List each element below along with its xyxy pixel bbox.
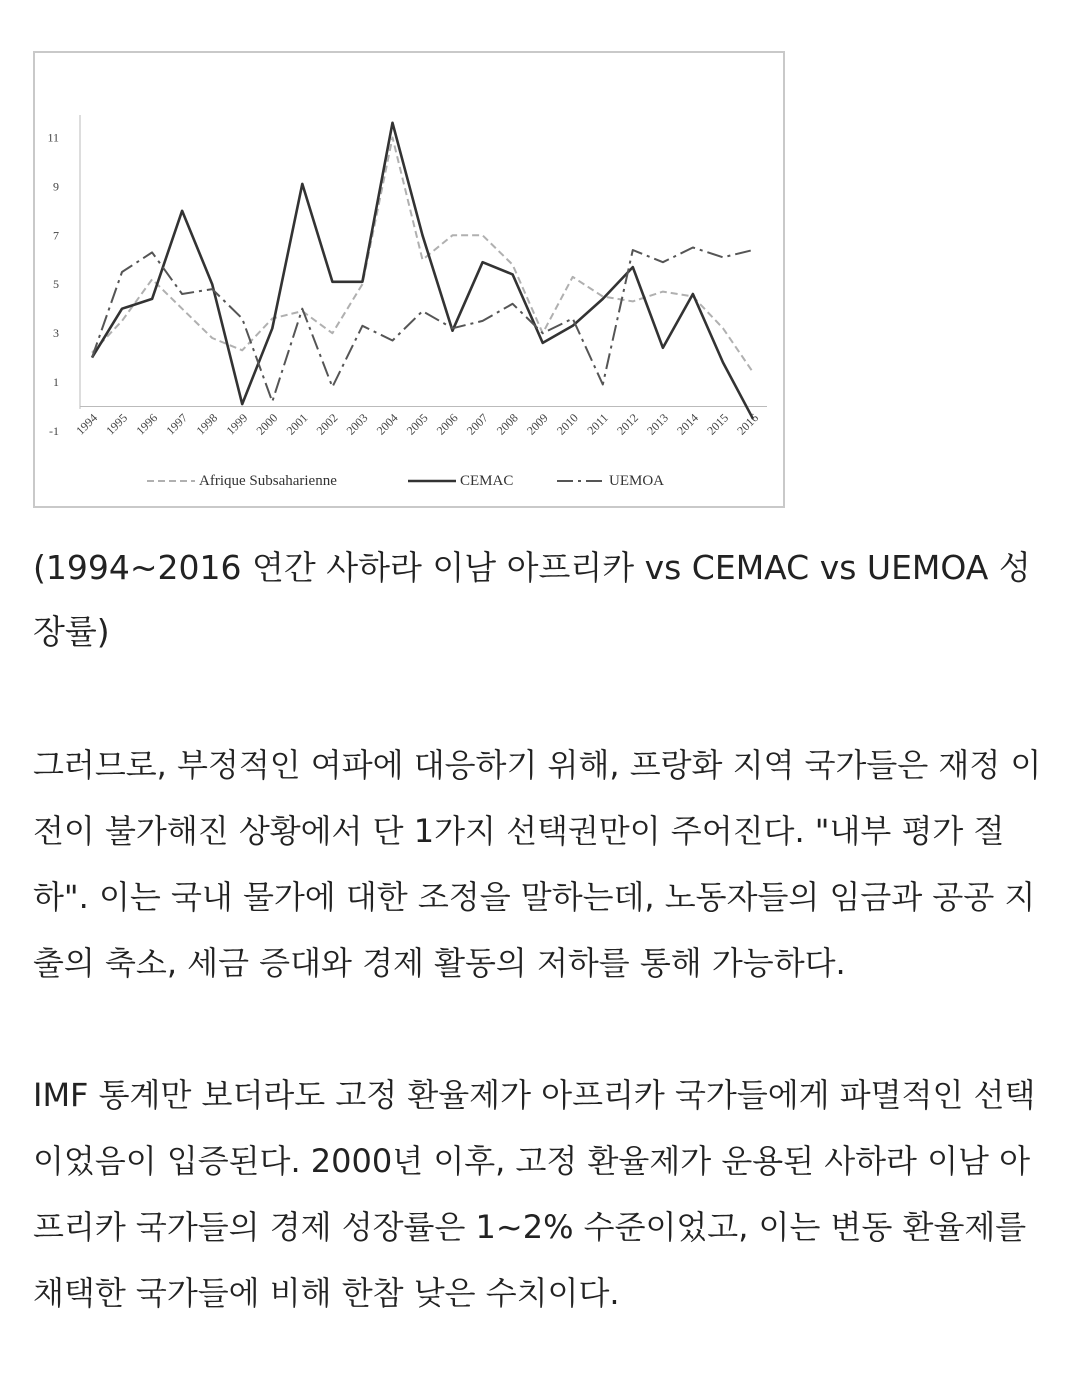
x-tick-label: 2007 <box>463 410 491 438</box>
x-tick-label: 2016 <box>734 410 762 438</box>
legend-label: CEMAC <box>460 473 514 489</box>
y-tick-label: 11 <box>47 130 59 145</box>
x-tick-label: 2012 <box>614 410 641 438</box>
x-tick-label: 2014 <box>674 410 702 438</box>
x-tick-label: 1996 <box>133 410 161 438</box>
x-tick-label: 1999 <box>223 410 251 438</box>
x-tick-label: 2004 <box>373 410 401 438</box>
x-tick-label: 2005 <box>403 410 431 438</box>
x-tick-label: 2002 <box>313 410 341 438</box>
y-tick-label: 5 <box>53 277 59 292</box>
paragraph-2: IMF 통계만 보더라도 고정 환율제가 아프리카 국가들에게 파멸적인 선택이었음이 입증된다. 2000년 이후, 고정 환율제가 운용된 사하라 이남 아프리카 국가들의 경제 성장률은 1~2% 수준이었고, 이는 변동 환율제를 채택한 국가들에 비해 한참 낮은 수치이다. <box>33 1076 1036 1312</box>
y-tick-label: 7 <box>53 228 59 243</box>
x-tick-label: 2013 <box>644 410 671 438</box>
series-line-afrique-subsaharienne <box>92 138 753 373</box>
x-tick-label: 2003 <box>343 410 371 438</box>
x-tick-label: 2015 <box>704 410 732 438</box>
line-chart-svg <box>35 53 783 506</box>
y-tick-label: 9 <box>53 179 59 194</box>
x-tick-label: 2001 <box>283 410 311 438</box>
x-tick-label: 2006 <box>433 410 461 438</box>
x-tick-label: 1995 <box>103 410 131 438</box>
series-line-cemac <box>92 123 753 419</box>
growth-chart <box>33 51 785 508</box>
x-tick-label: 2000 <box>253 410 281 438</box>
x-tick-label: 2010 <box>553 410 581 438</box>
legend-label: Afrique Subsaharienne <box>199 473 337 489</box>
paragraph-1: 그러므로, 부정적인 여파에 대응하기 위해, 프랑화 지역 국가들은 재정 이전이 불가해진 상황에서 단 1가지 선택권만이 주어진다. "내부 평가 절하". 이는 국내 물가에 대한 조정을 말하는데, 노동자들의 임금과 공공 지출의 축소, 세금 증대와 경제 활동의 저하를 통해 가능하다. <box>33 746 1042 982</box>
x-tick-label: 2009 <box>523 410 551 438</box>
x-tick-label: 1998 <box>193 410 221 438</box>
y-tick-label: 3 <box>53 326 59 341</box>
y-tick-label: -1 <box>49 424 59 438</box>
x-tick-label: 2011 <box>584 410 611 438</box>
x-tick-label: 1994 <box>73 410 101 438</box>
x-tick-label: 1997 <box>163 410 191 438</box>
chart-caption: (1994~2016 연간 사하라 이남 아프리카 vs CEMAC vs UEMOA 성장률) <box>33 548 1031 651</box>
x-tick-label: 2008 <box>493 410 521 438</box>
y-tick-label: 1 <box>53 375 59 390</box>
legend-label: UEMOA <box>609 473 664 489</box>
